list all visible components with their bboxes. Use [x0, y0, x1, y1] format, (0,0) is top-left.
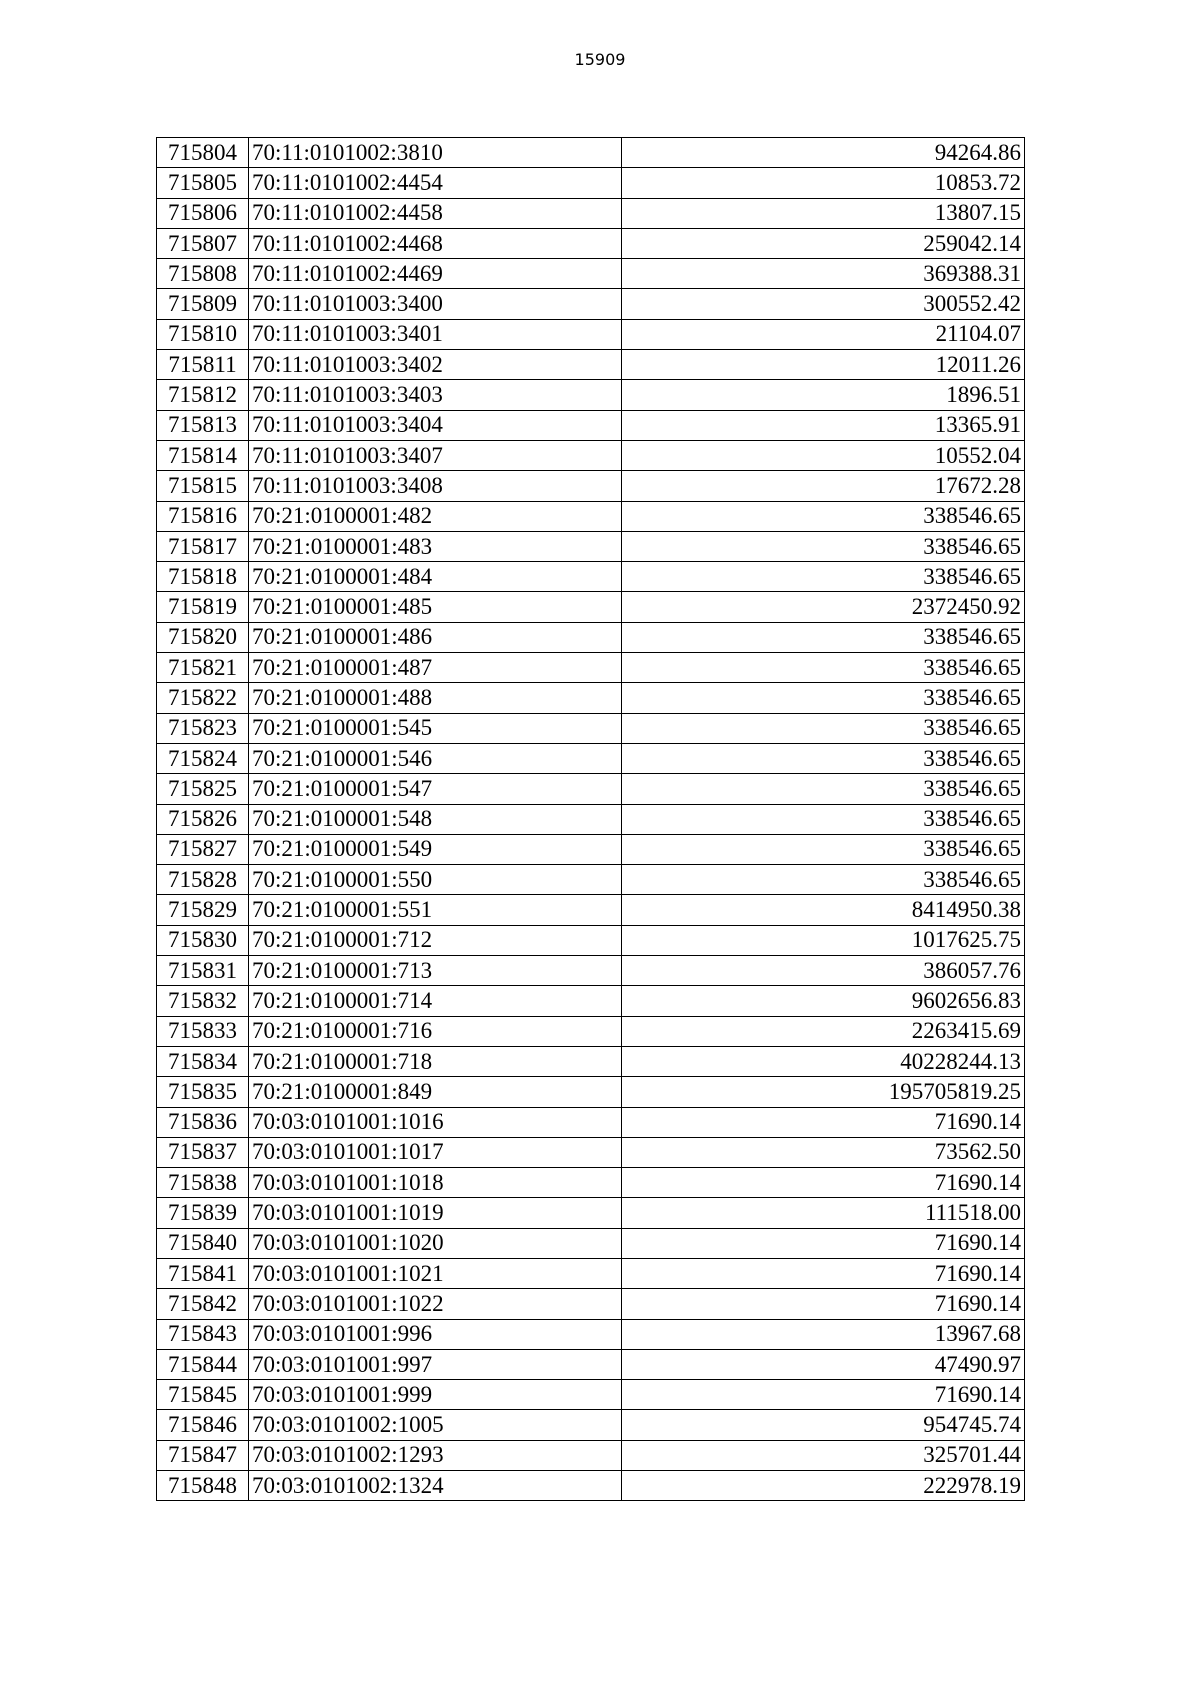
cadastral-number-cell: 70:03:0101001:1021 [249, 1258, 622, 1288]
table-row [157, 1016, 1025, 1046]
row-number-cell: 715810 [157, 319, 249, 349]
row-number-cell: 715829 [157, 895, 249, 925]
cadastral-number-cell: 70:11:0101002:4454 [249, 168, 622, 198]
cadastral-value-cell: 1896.51 [622, 380, 1025, 410]
cadastral-number-cell: 70:03:0101002:1324 [249, 1471, 622, 1501]
cadastral-number-cell: 70:21:0100001:549 [249, 834, 622, 864]
cadastral-number-cell: 70:11:0101002:4468 [249, 228, 622, 258]
cadastral-value-cell: 71690.14 [622, 1228, 1025, 1258]
cadastral-value-cell: 71690.14 [622, 1289, 1025, 1319]
cadastral-number-cell: 70:21:0100001:482 [249, 501, 622, 531]
row-number-cell: 715836 [157, 1107, 249, 1137]
cadastral-value-cell: 338546.65 [622, 653, 1025, 683]
table-row [157, 1289, 1025, 1319]
table-row [157, 1107, 1025, 1137]
table-row [157, 1198, 1025, 1228]
table-row [157, 289, 1025, 319]
cadastral-value-cell: 71690.14 [622, 1168, 1025, 1198]
table-row [157, 956, 1025, 986]
cadastral-number-cell: 70:21:0100001:713 [249, 956, 622, 986]
row-number-cell: 715827 [157, 834, 249, 864]
cadastral-number-cell: 70:21:0100001:548 [249, 804, 622, 834]
table-row [157, 1258, 1025, 1288]
cadastral-number-cell: 70:03:0101001:1018 [249, 1168, 622, 1198]
row-number-cell: 715823 [157, 713, 249, 743]
cadastral-number-cell: 70:21:0100001:485 [249, 592, 622, 622]
cadastral-value-cell: 13365.91 [622, 410, 1025, 440]
table-row [157, 1349, 1025, 1379]
table-row [157, 925, 1025, 955]
cadastral-number-cell: 70:21:0100001:718 [249, 1046, 622, 1076]
row-number-cell: 715824 [157, 743, 249, 773]
cadastral-value-cell: 12011.26 [622, 350, 1025, 380]
row-number-cell: 715821 [157, 653, 249, 683]
row-number-cell: 715806 [157, 198, 249, 228]
cadastral-value-cell: 259042.14 [622, 228, 1025, 258]
row-number-cell: 715832 [157, 986, 249, 1016]
cadastral-value-cell: 10552.04 [622, 440, 1025, 470]
row-number-cell: 715809 [157, 289, 249, 319]
row-number-cell: 715833 [157, 1016, 249, 1046]
row-number-cell: 715811 [157, 350, 249, 380]
cadastral-value-cell: 338546.65 [622, 683, 1025, 713]
row-number-cell: 715840 [157, 1228, 249, 1258]
table-row [157, 1410, 1025, 1440]
table-row [157, 774, 1025, 804]
table-row [157, 1380, 1025, 1410]
cadastral-number-cell: 70:03:0101001:999 [249, 1380, 622, 1410]
row-number-cell: 715843 [157, 1319, 249, 1349]
cadastral-value-cell: 325701.44 [622, 1440, 1025, 1470]
table-row [157, 380, 1025, 410]
cadastral-value-cell: 13967.68 [622, 1319, 1025, 1349]
table-row [157, 743, 1025, 773]
row-number-cell: 715819 [157, 592, 249, 622]
cadastral-value-cell: 2263415.69 [622, 1016, 1025, 1046]
cadastral-number-cell: 70:03:0101001:1017 [249, 1137, 622, 1167]
cadastral-number-cell: 70:21:0100001:484 [249, 562, 622, 592]
cadastral-number-cell: 70:21:0100001:551 [249, 895, 622, 925]
cadastral-value-cell: 338546.65 [622, 865, 1025, 895]
table-row [157, 440, 1025, 470]
row-number-cell: 715831 [157, 956, 249, 986]
cadastral-value-cell: 954745.74 [622, 1410, 1025, 1440]
cadastral-number-cell: 70:21:0100001:849 [249, 1077, 622, 1107]
cadastral-number-cell: 70:03:0101002:1005 [249, 1410, 622, 1440]
table-row [157, 198, 1025, 228]
cadastral-value-cell: 94264.86 [622, 138, 1025, 168]
row-number-cell: 715815 [157, 471, 249, 501]
cadastral-value-cell: 10853.72 [622, 168, 1025, 198]
cadastral-value-cell: 21104.07 [622, 319, 1025, 349]
cadastral-value-cell: 73562.50 [622, 1137, 1025, 1167]
cadastral-value-cell: 369388.31 [622, 259, 1025, 289]
table-body [157, 138, 1025, 1501]
cadastral-number-cell: 70:03:0101001:1020 [249, 1228, 622, 1258]
cadastral-number-cell: 70:11:0101002:4469 [249, 259, 622, 289]
table-row [157, 501, 1025, 531]
cadastral-value-cell: 338546.65 [622, 804, 1025, 834]
table-row [157, 1471, 1025, 1501]
table-row [157, 1228, 1025, 1258]
cadastral-number-cell: 70:21:0100001:712 [249, 925, 622, 955]
cadastral-value-cell: 338546.65 [622, 501, 1025, 531]
row-number-cell: 715848 [157, 1471, 249, 1501]
table-row [157, 986, 1025, 1016]
cadastral-number-cell: 70:03:0101001:1022 [249, 1289, 622, 1319]
table-row [157, 471, 1025, 501]
cadastral-value-cell: 338546.65 [622, 743, 1025, 773]
cadastral-number-cell: 70:21:0100001:546 [249, 743, 622, 773]
row-number-cell: 715822 [157, 683, 249, 713]
cadastral-value-cell: 71690.14 [622, 1107, 1025, 1137]
row-number-cell: 715828 [157, 865, 249, 895]
row-number-cell: 715812 [157, 380, 249, 410]
row-number-cell: 715837 [157, 1137, 249, 1167]
row-number-cell: 715841 [157, 1258, 249, 1288]
table-row [157, 228, 1025, 258]
cadastral-number-cell: 70:03:0101001:996 [249, 1319, 622, 1349]
cadastral-value-cell: 2372450.92 [622, 592, 1025, 622]
cadastral-value-cell: 1017625.75 [622, 925, 1025, 955]
table-row [157, 1137, 1025, 1167]
row-number-cell: 715847 [157, 1440, 249, 1470]
cadastral-value-cell: 13807.15 [622, 198, 1025, 228]
cadastral-number-cell: 70:11:0101003:3408 [249, 471, 622, 501]
cadastral-value-cell: 40228244.13 [622, 1046, 1025, 1076]
cadastral-value-cell: 8414950.38 [622, 895, 1025, 925]
cadastral-number-cell: 70:21:0100001:486 [249, 622, 622, 652]
cadastral-value-cell: 111518.00 [622, 1198, 1025, 1228]
table-row [157, 1046, 1025, 1076]
table-row [157, 622, 1025, 652]
cadastral-value-cell: 300552.42 [622, 289, 1025, 319]
row-number-cell: 715804 [157, 138, 249, 168]
row-number-cell: 715844 [157, 1349, 249, 1379]
cadastral-number-cell: 70:21:0100001:716 [249, 1016, 622, 1046]
table-row [157, 531, 1025, 561]
table-row [157, 138, 1025, 168]
cadastral-number-cell: 70:21:0100001:488 [249, 683, 622, 713]
table-row [157, 804, 1025, 834]
cadastral-number-cell: 70:21:0100001:487 [249, 653, 622, 683]
row-number-cell: 715818 [157, 562, 249, 592]
row-number-cell: 715830 [157, 925, 249, 955]
table-row [157, 1077, 1025, 1107]
cadastral-number-cell: 70:11:0101003:3402 [249, 350, 622, 380]
table-row [157, 653, 1025, 683]
page-number: 15909 [574, 50, 626, 69]
table-row [157, 713, 1025, 743]
row-number-cell: 715839 [157, 1198, 249, 1228]
cadastral-number-cell: 70:11:0101002:3810 [249, 138, 622, 168]
table-row [157, 1168, 1025, 1198]
cadastral-number-cell: 70:03:0101001:1016 [249, 1107, 622, 1137]
cadastral-number-cell: 70:11:0101003:3404 [249, 410, 622, 440]
cadastral-number-cell: 70:21:0100001:547 [249, 774, 622, 804]
table-row [157, 410, 1025, 440]
cadastral-value-cell: 17672.28 [622, 471, 1025, 501]
table-row [157, 834, 1025, 864]
row-number-cell: 715813 [157, 410, 249, 440]
cadastral-number-cell: 70:21:0100001:714 [249, 986, 622, 1016]
cadastral-value-cell: 195705819.25 [622, 1077, 1025, 1107]
table-row [157, 350, 1025, 380]
table-row [157, 592, 1025, 622]
row-number-cell: 715808 [157, 259, 249, 289]
row-number-cell: 715826 [157, 804, 249, 834]
row-number-cell: 715805 [157, 168, 249, 198]
cadastral-number-cell: 70:21:0100001:483 [249, 531, 622, 561]
cadastral-value-cell: 338546.65 [622, 713, 1025, 743]
table-row [157, 168, 1025, 198]
row-number-cell: 715820 [157, 622, 249, 652]
cadastral-value-cell: 338546.65 [622, 531, 1025, 561]
cadastral-number-cell: 70:11:0101003:3401 [249, 319, 622, 349]
cadastral-value-cell: 9602656.83 [622, 986, 1025, 1016]
table-row [157, 562, 1025, 592]
cadastral-number-cell: 70:21:0100001:550 [249, 865, 622, 895]
cadastral-value-table [156, 137, 1025, 1501]
table-row [157, 1319, 1025, 1349]
row-number-cell: 715817 [157, 531, 249, 561]
cadastral-value-cell: 386057.76 [622, 956, 1025, 986]
table-row [157, 865, 1025, 895]
cadastral-number-cell: 70:11:0101003:3407 [249, 440, 622, 470]
row-number-cell: 715834 [157, 1046, 249, 1076]
row-number-cell: 715825 [157, 774, 249, 804]
cadastral-value-cell: 338546.65 [622, 774, 1025, 804]
row-number-cell: 715846 [157, 1410, 249, 1440]
table-row [157, 259, 1025, 289]
cadastral-value-cell: 338546.65 [622, 562, 1025, 592]
cadastral-value-cell: 47490.97 [622, 1349, 1025, 1379]
cadastral-number-cell: 70:03:0101001:997 [249, 1349, 622, 1379]
cadastral-number-cell: 70:03:0101002:1293 [249, 1440, 622, 1470]
row-number-cell: 715845 [157, 1380, 249, 1410]
table-row [157, 683, 1025, 713]
cadastral-value-cell: 71690.14 [622, 1380, 1025, 1410]
cadastral-number-cell: 70:03:0101001:1019 [249, 1198, 622, 1228]
row-number-cell: 715814 [157, 440, 249, 470]
table-row [157, 895, 1025, 925]
row-number-cell: 715816 [157, 501, 249, 531]
cadastral-number-cell: 70:11:0101002:4458 [249, 198, 622, 228]
cadastral-number-cell: 70:11:0101003:3400 [249, 289, 622, 319]
table-row [157, 1440, 1025, 1470]
cadastral-number-cell: 70:21:0100001:545 [249, 713, 622, 743]
row-number-cell: 715838 [157, 1168, 249, 1198]
row-number-cell: 715835 [157, 1077, 249, 1107]
row-number-cell: 715807 [157, 228, 249, 258]
cadastral-value-cell: 222978.19 [622, 1471, 1025, 1501]
table-row [157, 319, 1025, 349]
row-number-cell: 715842 [157, 1289, 249, 1319]
cadastral-number-cell: 70:11:0101003:3403 [249, 380, 622, 410]
cadastral-value-cell: 338546.65 [622, 834, 1025, 864]
cadastral-value-cell: 338546.65 [622, 622, 1025, 652]
cadastral-value-cell: 71690.14 [622, 1258, 1025, 1288]
